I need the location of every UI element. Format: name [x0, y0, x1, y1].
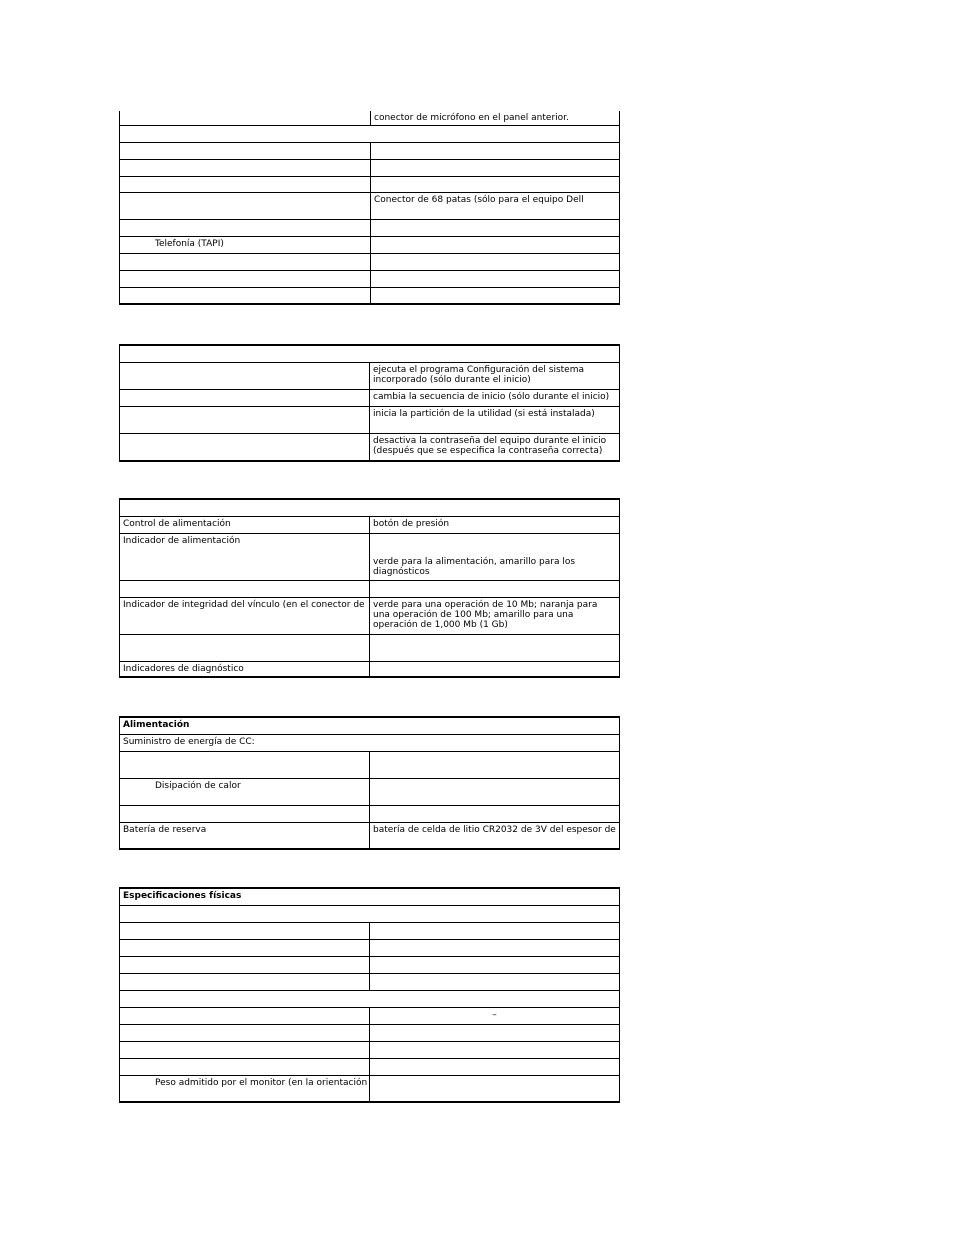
- table-cell: [371, 288, 620, 304]
- table-cell: [120, 499, 620, 516]
- table-row: [120, 271, 620, 288]
- table-row: [120, 126, 620, 143]
- table-cell: Suministro de energía de CC:: [120, 734, 620, 751]
- table-cell: [370, 956, 620, 973]
- table-cell: [370, 973, 620, 990]
- table-cell: [370, 634, 620, 661]
- table-cell: [120, 922, 370, 939]
- table-cell: Indicador de alimentación: [120, 533, 370, 580]
- table-row: [120, 888, 620, 905]
- table-row: [120, 533, 620, 580]
- table-cell: [120, 160, 371, 177]
- table-cell: [120, 905, 620, 922]
- table-cell: [370, 580, 620, 597]
- table-cell: [120, 254, 371, 271]
- table-row: [120, 634, 620, 661]
- table-cell: [371, 254, 620, 271]
- table-cell: botón de presión: [370, 516, 620, 533]
- table-cell: [370, 805, 620, 822]
- table-cell: [120, 805, 370, 822]
- table-cell: [120, 362, 370, 389]
- table-row: [120, 406, 620, 433]
- table-row: [120, 717, 620, 734]
- table-title: Alimentación: [120, 717, 620, 734]
- table-cell: [370, 661, 620, 677]
- table-cell: verde para una operación de 10 Mb; naranja para una operación de 100 Mb; amarillo para una operación de 1,000 Mb (1 Gb): [370, 597, 620, 634]
- table-cell: [120, 1007, 370, 1024]
- table-cell: [120, 956, 370, 973]
- table-row: [120, 220, 620, 237]
- table-row: [120, 1075, 620, 1102]
- table-row: [120, 822, 620, 849]
- table-row: [120, 734, 620, 751]
- table-row: [120, 973, 620, 990]
- table-row: [120, 905, 620, 922]
- table-cell: inicia la partición de la utilidad (si está instalada): [370, 406, 620, 433]
- table-cell: [370, 1024, 620, 1041]
- table-row: [120, 922, 620, 939]
- table-row: [120, 597, 620, 634]
- table-row: [120, 389, 620, 406]
- connectors-table: [119, 111, 620, 305]
- table-cell: [370, 1058, 620, 1075]
- table-cell: [370, 922, 620, 939]
- table-row: [120, 956, 620, 973]
- table-row: [120, 193, 620, 220]
- table-row: [120, 160, 620, 177]
- table-cell: Batería de reserva: [120, 822, 370, 849]
- table-cell: [371, 143, 620, 160]
- table-cell: [371, 271, 620, 288]
- table-row: [120, 254, 620, 271]
- table-cell: batería de celda de litio CR2032 de 3V del espesor de: [370, 822, 620, 849]
- table-title: Especificaciones físicas: [120, 888, 620, 905]
- table-row: [120, 580, 620, 597]
- table-cell: Telefonía (TAPI): [120, 237, 371, 254]
- table-row: [120, 661, 620, 677]
- table-cell: [120, 751, 370, 778]
- table-cell: desactiva la contraseña del equipo durante el inicio (después que se especifica la contraseña correcta): [370, 433, 620, 461]
- table-cell: [120, 939, 370, 956]
- table-row: [120, 362, 620, 389]
- table-cell: [120, 433, 370, 461]
- table-row: [120, 939, 620, 956]
- table-cell: Peso admitido por el monitor (en la orientación: [120, 1075, 370, 1102]
- table-cell: [120, 406, 370, 433]
- table-cell: [120, 177, 371, 193]
- table-row: [120, 990, 620, 1007]
- table-cell: [120, 1058, 370, 1075]
- table-row: [120, 805, 620, 822]
- table-cell: Conector de 68 patas (sólo para el equipo Dell: [371, 193, 620, 220]
- table-cell: cambia la secuencia de inicio (sólo durante el inicio): [370, 389, 620, 406]
- table-cell: –: [370, 1007, 620, 1024]
- table-cell: [120, 288, 371, 304]
- table-cell: [120, 111, 371, 126]
- table-cell: Control de alimentación: [120, 516, 370, 533]
- table-cell: ejecuta el programa Configuración del sistema incorporado (sólo durante el inicio): [370, 362, 620, 389]
- table-row: [120, 177, 620, 193]
- table-cell: [370, 778, 620, 805]
- keys-table: [119, 344, 620, 462]
- table-cell: [371, 237, 620, 254]
- table-row: [120, 1058, 620, 1075]
- table-cell: Indicadores de diagnóstico: [120, 661, 370, 677]
- table-cell: Disipación de calor: [120, 778, 370, 805]
- table-cell: [120, 580, 370, 597]
- table-cell: [120, 1024, 370, 1041]
- table-row: [120, 1041, 620, 1058]
- table-row: [120, 516, 620, 533]
- table-cell: [370, 1041, 620, 1058]
- table-row: [120, 288, 620, 304]
- table-cell: [370, 751, 620, 778]
- table-cell: Indicador de integridad del vínculo (en el conector de: [120, 597, 370, 634]
- power-table: [119, 716, 620, 850]
- table-row: [120, 778, 620, 805]
- table-row: [120, 1024, 620, 1041]
- table-row: [120, 751, 620, 778]
- table-row: [120, 345, 620, 362]
- table-cell: [371, 220, 620, 237]
- table-row: [120, 111, 620, 126]
- table-cell: [120, 990, 620, 1007]
- table-cell: [120, 220, 371, 237]
- table-row: [120, 237, 620, 254]
- table-cell: [120, 143, 371, 160]
- table-cell: [120, 126, 620, 143]
- table-cell: conector de micrófono en el panel anterior.: [371, 111, 620, 126]
- table-cell: [370, 1075, 620, 1102]
- controls-indicators-table: [119, 498, 620, 678]
- table-cell: [120, 271, 371, 288]
- table-cell: [120, 193, 371, 220]
- table-row: [120, 499, 620, 516]
- physical-specs-table: [119, 887, 620, 1103]
- table-cell: [371, 160, 620, 177]
- table-cell: [120, 634, 370, 661]
- table-row: [120, 1007, 620, 1024]
- table-cell: [120, 345, 620, 362]
- table-cell: [120, 1041, 370, 1058]
- table-cell: [120, 389, 370, 406]
- table-cell: [371, 177, 620, 193]
- table-row: [120, 433, 620, 461]
- table-cell: [120, 973, 370, 990]
- table-cell: verde para la alimentación, amarillo para los diagnósticos: [370, 533, 620, 580]
- table-row: [120, 143, 620, 160]
- table-cell: [370, 939, 620, 956]
